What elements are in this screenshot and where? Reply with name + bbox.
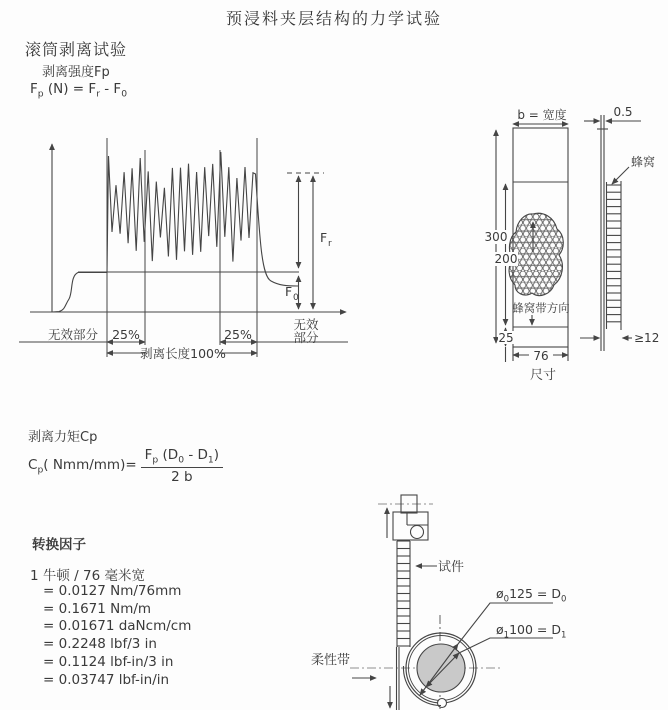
conversion-factors-list — [43, 583, 191, 689]
f0-label-sub: 0 — [293, 293, 299, 303]
peel-trace — [107, 152, 298, 286]
conversion-factor: = 0.03747 lbf-in/in — [43, 671, 170, 688]
apparatus-diagram — [310, 480, 668, 710]
page-title: 预浸料夹层结构的力学试验 — [225, 9, 442, 28]
conversion-base-line: 1 牛顿 / 76 毫米宽 — [30, 568, 145, 584]
dim-300-label: 300 — [484, 230, 508, 244]
core-min-label: ≥12 — [634, 331, 660, 345]
band-anchor-pin — [438, 699, 447, 708]
conversion-factor: = 0.1124 lbf-in/3 in — [43, 653, 174, 670]
conversion-factor: = 0.1671 Nm/m — [43, 600, 152, 617]
invalid-right-label-2: 部分 — [293, 330, 319, 345]
conversion-factor: = 0.0127 Nm/76mm — [43, 583, 182, 599]
section-heading: 滚筒剥离试验 — [25, 40, 128, 59]
peel-force-chart — [15, 130, 360, 368]
peel-strength-label: 剥离强度Fp — [42, 65, 110, 80]
fraction-denominator: 2 b — [171, 468, 193, 485]
conversion-factor: = 0.01671 daNcm/cm — [43, 618, 192, 635]
invalid-right-label-1: 无效 — [293, 317, 319, 332]
dimensions-caption: 尺寸 — [529, 368, 557, 383]
formula-fraction — [141, 447, 223, 485]
skin-thickness-label: 0.5 — [613, 105, 633, 119]
region-guides — [107, 138, 257, 357]
honeycomb-label: 蜂窝 — [631, 155, 656, 169]
specimen-strip-label: 试件 — [438, 560, 465, 575]
drum-outer-diameter-label: $ø_0125 = D_0$ — [496, 586, 567, 605]
honeycomb-core-rungs — [607, 185, 622, 322]
width-label: b = 宽度 — [517, 108, 567, 122]
flexible-band-label: 柔性带 — [311, 653, 351, 668]
load-rise-curve — [52, 273, 107, 313]
conversion-heading: 转换因子 — [32, 537, 86, 553]
dim-25-label: 25 — [498, 331, 514, 345]
dim-200-label: 200 — [494, 252, 518, 266]
fr-label: F — [320, 230, 328, 245]
dim-76-label: 76 — [533, 349, 549, 363]
fraction-numerator: $F_p$ $(D_0 - D_1)$ — [141, 447, 223, 468]
pct-right-label: 25% — [224, 327, 252, 342]
ribbon-direction-label: 蜂窝带方向 — [512, 301, 570, 315]
upper-grip — [393, 495, 428, 540]
side-view — [597, 115, 621, 351]
peel-torque-label: 剥离力矩Cp — [28, 430, 98, 445]
specimen-diagram — [480, 100, 668, 390]
f0-label: F — [285, 284, 293, 299]
invalid-left-label: 无效部分 — [47, 327, 99, 342]
drum-inner-diameter-label: $ø_1100 = D_1$ — [496, 622, 567, 641]
fr-label-sub: r — [328, 239, 332, 249]
specimen-strip — [397, 541, 410, 647]
peel-length-label: 剥离长度100% — [140, 346, 226, 361]
peel-strength-formula: $F_p$ $(N) = F_r - F_0$ — [30, 81, 128, 100]
conversion-factor: = 0.2248 lbf/3 in — [43, 636, 157, 653]
peel-torque-formula — [28, 447, 223, 485]
pct-left-label: 25% — [112, 327, 140, 342]
formula-lhs: $C_p$( Nmm/mm)= — [28, 456, 137, 476]
